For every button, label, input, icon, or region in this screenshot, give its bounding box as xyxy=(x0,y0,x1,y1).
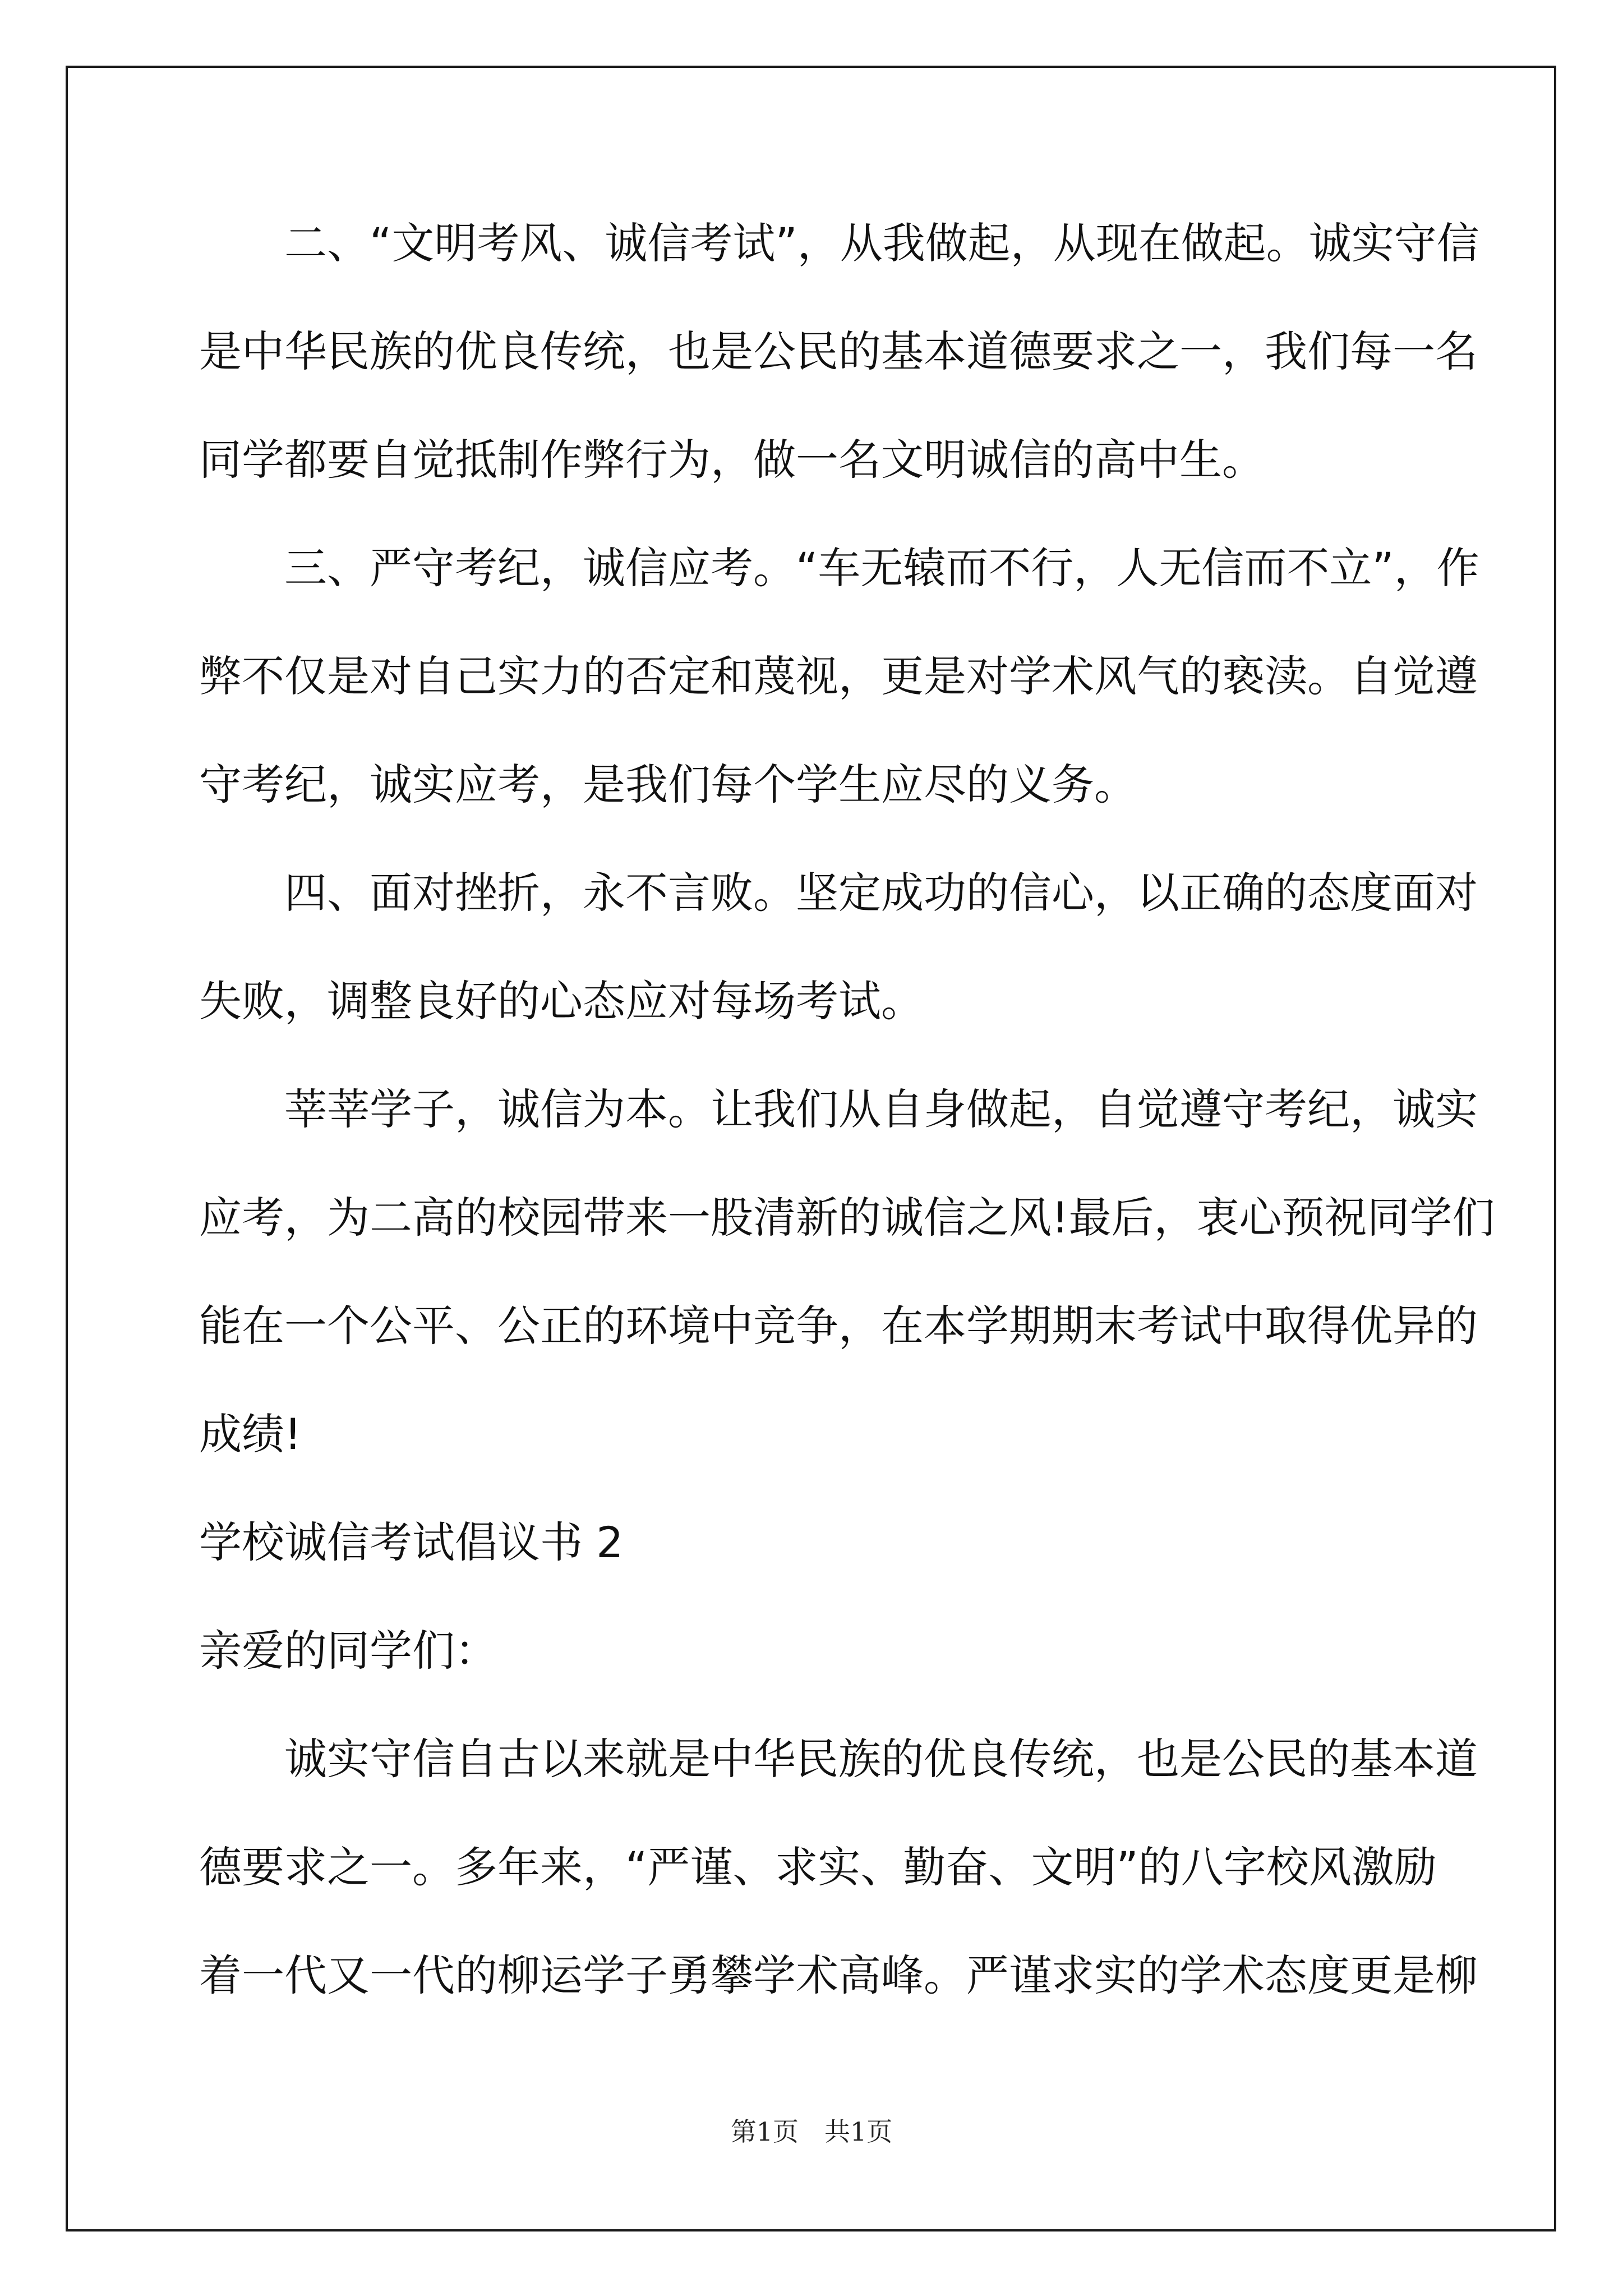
text-line: 二、“文明考风、诚信考试”，从我做起，从现在做起。诚实守信 xyxy=(199,218,1479,268)
text-line: 是中华民族的优良传统，也是公民的基本道德要求之一，我们每一名 xyxy=(199,326,1478,376)
salutation: 亲爱的同学们： xyxy=(199,1626,497,1676)
page-number-footer: 第1页 共1页 xyxy=(730,2116,893,2147)
text-line: 同学都要自觉抵制作弊行为，做一名文明诚信的高中生。 xyxy=(199,435,1265,485)
text-line: 莘莘学子，诚信为本。让我们从自身做起，自觉遵守考纪，诚实 xyxy=(199,1084,1478,1134)
text-line: 应考，为二高的校园带来一股清新的诚信之风!最后，衷心预祝同学们 xyxy=(199,1193,1495,1243)
page-border xyxy=(66,66,1556,2231)
text-line: 诚实守信自古以来就是中华民族的优良传统，也是公民的基本道 xyxy=(199,1734,1478,1784)
text-line: 守考纪，诚实应考，是我们每个学生应尽的义务。 xyxy=(199,760,1137,809)
text-line: 着一代又一代的柳运学子勇攀学术高峰。严谨求实的学术态度更是柳 xyxy=(199,1950,1478,2000)
section-heading: 学校诚信考试倡议书 2 xyxy=(199,1517,624,1567)
text-line: 德要求之一。多年来，“严谨、求实、勤奋、文明”的八字校风激励 xyxy=(199,1842,1437,1892)
text-line: 三、严守考纪，诚信应考。“车无辕而不行，人无信而不立”，作 xyxy=(199,543,1479,593)
text-line: 弊不仅是对自己实力的否定和蔑视，更是对学术风气的亵渎。自觉遵 xyxy=(199,651,1478,701)
text-line: 失败，调整良好的心态应对每场考试。 xyxy=(199,976,924,1026)
text-line: 四、面对挫折，永不言败。坚定成功的信心，以正确的态度面对 xyxy=(199,868,1478,918)
text-line: 成绩! xyxy=(199,1409,302,1459)
text-line: 能在一个公平、公正的环境中竞争，在本学期期末考试中取得优异的 xyxy=(199,1301,1478,1351)
